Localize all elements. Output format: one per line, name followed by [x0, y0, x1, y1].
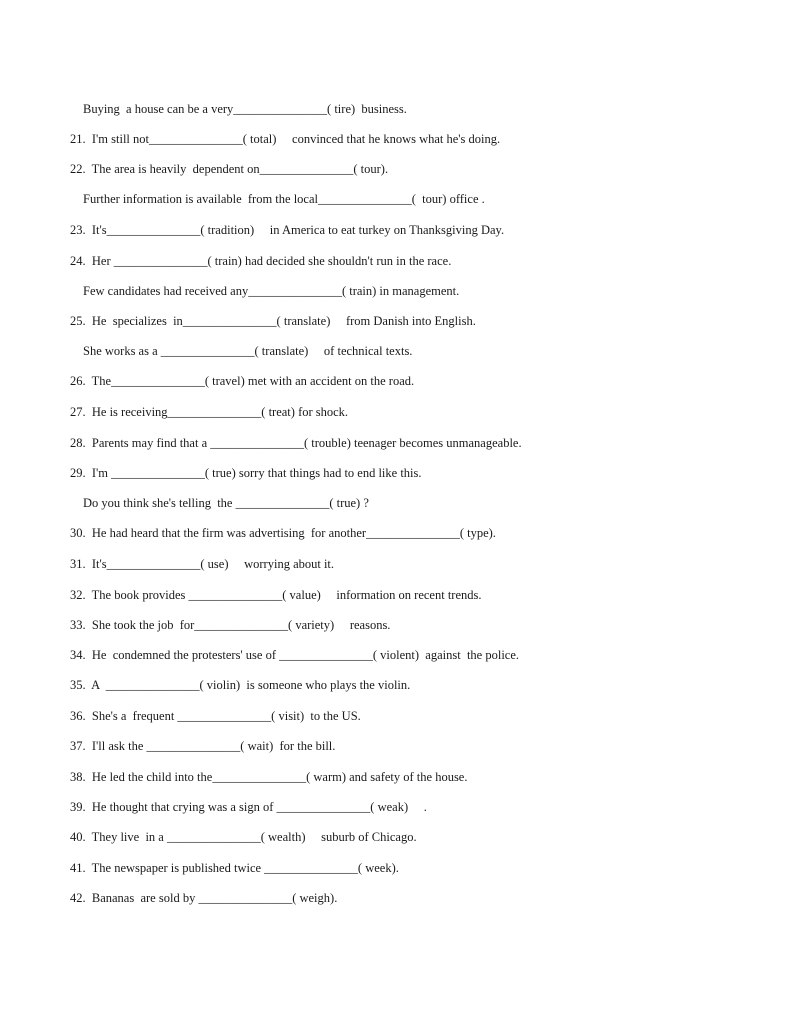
exercise-line: 23. It's_______________( tradition) in America to eat turkey on Thanksgiving Day.	[70, 223, 505, 237]
exercise-line: 28. Parents may find that a _______________( trouble) teenager becomes unmanageable.	[70, 436, 522, 450]
exercise-line: 41. The newspaper is published twice _______________( week).	[70, 861, 399, 875]
exercise-line: 22. The area is heavily dependent on_______________( tour).	[70, 162, 389, 176]
exercise-line: 32. The book provides _______________( value) information on recent trends.	[70, 588, 482, 602]
exercise-line: 29. I'm _______________( true) sorry that things had to end like this.	[70, 466, 422, 480]
exercise-line: 39. He thought that crying was a sign of _______________( weak) .	[70, 800, 427, 814]
exercise-line: Do you think she's telling the _______________( true) ?	[83, 496, 369, 510]
exercise-line: 26. The_______________( travel) met with an accident on the road.	[70, 374, 415, 388]
exercise-line: She works as a _______________( translate) of technical texts.	[83, 344, 413, 358]
exercise-line: 38. He led the child into the_______________( warm) and safety of the house.	[70, 770, 468, 784]
exercise-line: 27. He is receiving_______________( treat) for shock.	[70, 405, 349, 419]
exercise-line: 30. He had heard that the firm was advertising for another_______________( type).	[70, 526, 496, 540]
exercise-line: 42. Bananas are sold by _______________( weigh).	[70, 891, 338, 905]
exercise-line: 36. She's a frequent _______________( visit) to the US.	[70, 709, 361, 723]
exercise-line: 24. Her _______________( train) had decided she shouldn't run in the race.	[70, 254, 452, 268]
exercise-line: 31. It's_______________( use) worrying about it.	[70, 557, 335, 571]
exercise-line: 33. She took the job for_______________( variety) reasons.	[70, 618, 391, 632]
exercise-line: Further information is available from the local_______________( tour) office .	[83, 192, 485, 206]
exercise-line: 40. They live in a _______________( wealth) suburb of Chicago.	[70, 830, 417, 844]
exercise-line: Buying a house can be a very_______________( tire) business.	[83, 102, 407, 116]
exercise-line: 21. I'm still not_______________( total) convinced that he knows what he's doing.	[70, 132, 501, 146]
exercise-line: 37. I'll ask the _______________( wait) for the bill.	[70, 739, 336, 753]
exercise-line: 35. A _______________( violin) is someone who plays the violin.	[70, 678, 411, 692]
exercise-line: 25. He specializes in_______________( translate) from Danish into English.	[70, 314, 476, 328]
exercise-line: 34. He condemned the protesters' use of _______________( violent) against the police.	[70, 648, 520, 662]
exercise-line: Few candidates had received any_______________( train) in management.	[83, 284, 460, 298]
